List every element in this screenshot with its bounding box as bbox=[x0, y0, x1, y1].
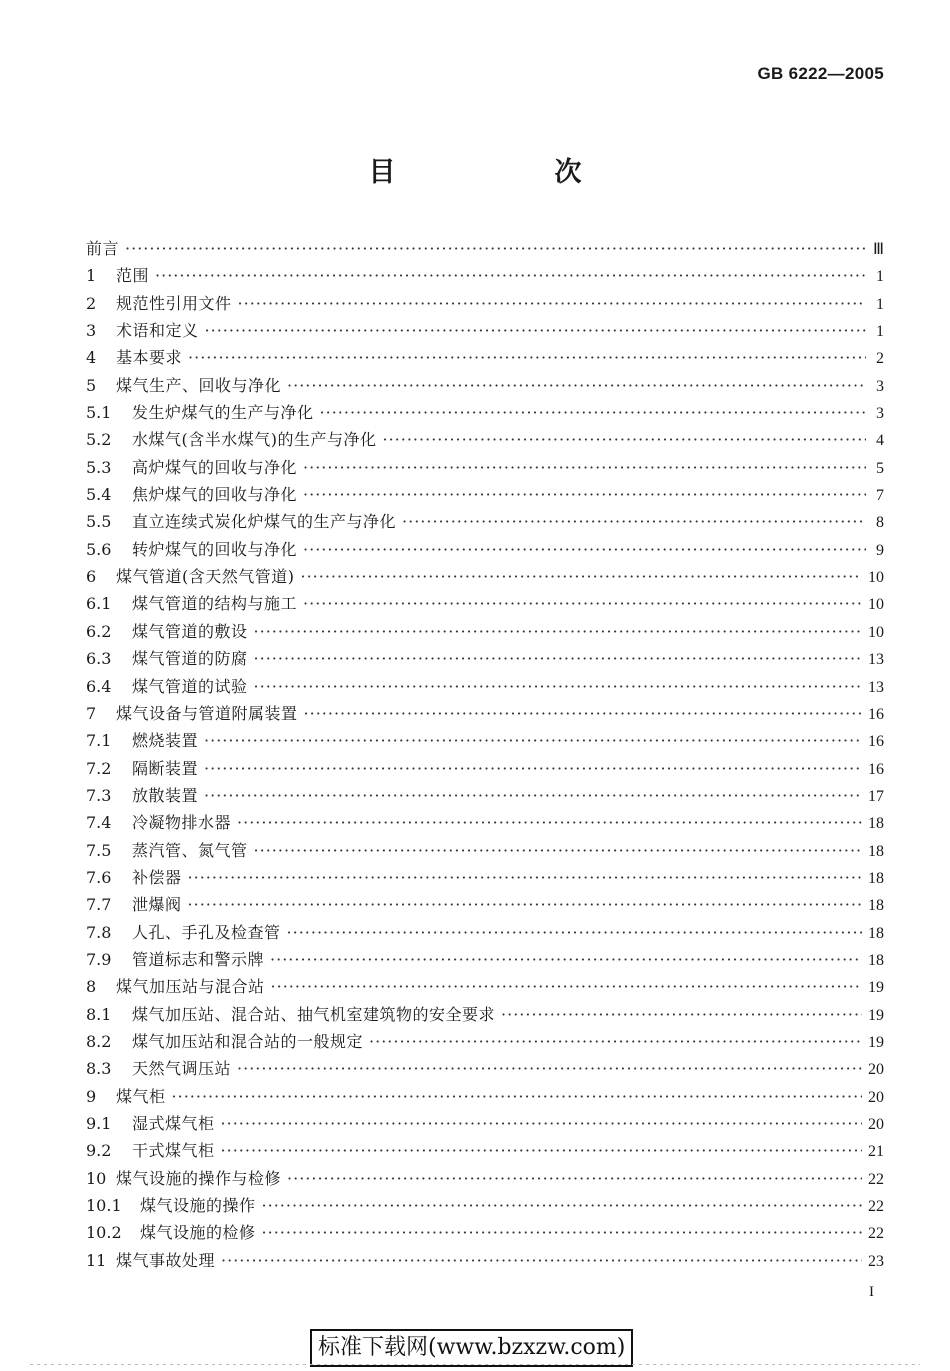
toc-entry-label: 燃烧装置 bbox=[132, 731, 199, 751]
toc-entry[interactable] bbox=[86, 318, 884, 345]
toc-entry-label: 人孔、手孔及检查管 bbox=[132, 922, 281, 942]
toc-dot-leader bbox=[188, 895, 862, 914]
toc-entry[interactable] bbox=[86, 1056, 884, 1083]
toc-entry-page: 20 bbox=[868, 1088, 884, 1106]
toc-entry[interactable] bbox=[86, 838, 884, 865]
toc-entry[interactable] bbox=[86, 427, 884, 454]
toc-entry[interactable] bbox=[86, 756, 884, 783]
toc-entry-number: 10.2 bbox=[86, 1223, 122, 1243]
toc-entry[interactable] bbox=[86, 236, 884, 263]
toc-dot-leader bbox=[402, 512, 866, 531]
toc-entry[interactable] bbox=[86, 701, 884, 728]
toc-entry-page: 17 bbox=[868, 787, 884, 805]
toc-entry-page: 21 bbox=[868, 1143, 884, 1161]
toc-entry-label: 煤气管道的敷设 bbox=[132, 621, 248, 641]
page-title: 目 次 bbox=[368, 157, 648, 188]
toc-entry[interactable] bbox=[86, 1248, 884, 1275]
toc-entry[interactable] bbox=[86, 1166, 884, 1193]
toc-entry-number: 5.6 bbox=[86, 539, 112, 559]
toc-entry-page: 19 bbox=[868, 979, 884, 997]
toc-entry-label: 前言 bbox=[86, 239, 120, 258]
toc-entry-number: 5.5 bbox=[86, 512, 112, 532]
toc-entry[interactable] bbox=[86, 1002, 884, 1029]
toc-entry-page: 8 bbox=[876, 514, 884, 532]
toc-entry-label: 术语和定义 bbox=[116, 321, 199, 341]
toc-entry-page: 20 bbox=[868, 1116, 884, 1133]
toc-entry-page: 18 bbox=[868, 842, 884, 860]
toc-entry-number: 10 bbox=[86, 1168, 107, 1188]
toc-entry-page: 3 bbox=[876, 377, 884, 395]
toc-entry-number: 11 bbox=[86, 1250, 107, 1270]
toc-entry-page: 19 bbox=[868, 1033, 884, 1051]
toc-entry-label: 高炉煤气的回收与净化 bbox=[132, 457, 298, 477]
toc-entry-page: 18 bbox=[868, 815, 884, 833]
table-of-contents bbox=[86, 236, 884, 1275]
toc-dot-leader bbox=[238, 294, 866, 313]
toc-entry-number: 10.1 bbox=[86, 1196, 122, 1216]
toc-entry-page: 9 bbox=[876, 541, 884, 559]
toc-entry-label: 煤气事故处理 bbox=[116, 1250, 216, 1270]
toc-entry-page: 10 bbox=[868, 569, 884, 587]
toc-entry-number: 6 bbox=[86, 567, 97, 587]
toc-entry-label: 天然气调压站 bbox=[132, 1059, 232, 1079]
toc-entry[interactable] bbox=[86, 1138, 884, 1165]
toc-entry-number: 3 bbox=[86, 321, 97, 341]
toc-dot-leader bbox=[204, 786, 862, 805]
toc-entry-page: 18 bbox=[868, 924, 884, 942]
toc-dot-leader bbox=[262, 1196, 862, 1215]
toc-dot-leader bbox=[155, 266, 866, 285]
toc-dot-leader bbox=[172, 1087, 862, 1106]
toc-entry[interactable] bbox=[86, 291, 884, 318]
toc-entry-label: 煤气管道的试验 bbox=[132, 676, 248, 696]
toc-dot-leader bbox=[221, 1141, 862, 1160]
scan-artifact-line bbox=[30, 1364, 920, 1365]
toc-entry-label: 煤气设施的操作与检修 bbox=[116, 1168, 282, 1188]
toc-entry-label: 煤气加压站、混合站、抽气机室建筑物的安全要求 bbox=[132, 1004, 496, 1024]
toc-dot-leader bbox=[204, 731, 862, 750]
toc-dot-leader bbox=[254, 677, 862, 696]
toc-entry-page: 18 bbox=[868, 869, 884, 887]
toc-entry[interactable] bbox=[86, 920, 884, 947]
toc-dot-leader bbox=[270, 950, 862, 969]
toc-entry-label: 煤气设施的检修 bbox=[140, 1223, 256, 1243]
toc-entry-label: 煤气设施的操作 bbox=[140, 1196, 256, 1216]
toc-entry-page: 3 bbox=[876, 405, 884, 423]
toc-entry-label: 放散装置 bbox=[132, 785, 199, 805]
toc-entry[interactable] bbox=[86, 400, 884, 427]
toc-entry[interactable] bbox=[86, 1193, 884, 1220]
toc-entry-number: 6.3 bbox=[86, 649, 112, 669]
standard-code: GB 6222—2005 bbox=[757, 64, 884, 83]
toc-entry[interactable] bbox=[86, 345, 884, 372]
toc-dot-leader bbox=[501, 1005, 862, 1024]
toc-dot-leader bbox=[287, 1169, 862, 1188]
toc-entry[interactable] bbox=[86, 373, 884, 400]
toc-entry-number: 5.2 bbox=[86, 430, 112, 450]
toc-entry-label: 煤气管道(含天然气管道) bbox=[116, 567, 295, 587]
toc-entry[interactable] bbox=[86, 482, 884, 509]
toc-entry-label: 湿式煤气柜 bbox=[132, 1114, 215, 1133]
toc-entry-label: 基本要求 bbox=[116, 348, 183, 368]
toc-dot-leader bbox=[254, 841, 862, 860]
toc-dot-leader bbox=[237, 813, 862, 832]
toc-entry[interactable] bbox=[86, 619, 884, 646]
toc-entry-number: 6.4 bbox=[86, 676, 112, 696]
toc-entry-number: 7.4 bbox=[86, 813, 112, 833]
toc-entry[interactable] bbox=[86, 974, 884, 1001]
toc-dot-leader bbox=[301, 567, 863, 586]
toc-entry-number: 6.1 bbox=[86, 594, 112, 614]
toc-entry-page: Ⅲ bbox=[872, 241, 884, 258]
toc-dot-leader bbox=[221, 1114, 862, 1133]
toc-entry-label: 隔断装置 bbox=[132, 758, 199, 778]
toc-entry[interactable] bbox=[86, 537, 884, 564]
toc-entry[interactable] bbox=[86, 810, 884, 837]
toc-entry[interactable] bbox=[86, 865, 884, 892]
toc-entry-label: 煤气柜 bbox=[116, 1086, 166, 1106]
toc-entry-number: 7.9 bbox=[86, 949, 112, 969]
toc-dot-leader bbox=[204, 759, 862, 778]
toc-entry-number: 7.7 bbox=[86, 895, 112, 915]
toc-entry[interactable] bbox=[86, 674, 884, 701]
toc-entry-number: 7.8 bbox=[86, 922, 112, 942]
toc-entry-number: 2 bbox=[86, 293, 97, 313]
toc-dot-leader bbox=[287, 923, 862, 942]
toc-entry[interactable] bbox=[86, 1084, 884, 1111]
toc-dot-leader bbox=[303, 458, 866, 477]
toc-entry-number: 7.5 bbox=[86, 840, 112, 860]
toc-entry-number: 7.6 bbox=[86, 867, 112, 887]
toc-entry[interactable] bbox=[86, 263, 884, 290]
toc-entry-number: 5.4 bbox=[86, 485, 112, 505]
toc-entry-page: 23 bbox=[868, 1252, 884, 1270]
toc-dot-leader bbox=[262, 1223, 862, 1242]
toc-entry-number: 9.2 bbox=[86, 1141, 112, 1161]
toc-entry-page: 20 bbox=[868, 1061, 884, 1079]
toc-entry-page: 19 bbox=[868, 1006, 884, 1024]
toc-entry-page: 22 bbox=[868, 1170, 884, 1188]
toc-entry-label: 煤气加压站与混合站 bbox=[116, 977, 265, 997]
toc-entry-label: 发生炉煤气的生产与净化 bbox=[132, 403, 314, 423]
toc-entry[interactable] bbox=[86, 455, 884, 482]
toc-entry-number: 5 bbox=[86, 375, 97, 395]
toc-dot-leader bbox=[271, 977, 862, 996]
toc-entry-label: 转炉煤气的回收与净化 bbox=[132, 539, 298, 559]
toc-entry-page: 16 bbox=[868, 705, 884, 723]
toc-entry-label: 煤气加压站和混合站的一般规定 bbox=[132, 1031, 364, 1051]
toc-dot-leader bbox=[188, 868, 862, 887]
toc-entry[interactable] bbox=[86, 728, 884, 755]
toc-entry-label: 水煤气(含半水煤气)的生产与净化 bbox=[132, 430, 377, 450]
toc-entry-number: 7.2 bbox=[86, 758, 112, 778]
toc-entry-page: 22 bbox=[868, 1198, 884, 1216]
toc-entry-label: 范围 bbox=[116, 266, 150, 286]
toc-dot-leader bbox=[205, 321, 866, 340]
page-number: I bbox=[869, 1284, 874, 1300]
toc-entry-label: 焦炉煤气的回收与净化 bbox=[132, 485, 298, 505]
toc-dot-leader bbox=[369, 1032, 862, 1051]
toc-entry-number: 5.3 bbox=[86, 457, 112, 477]
toc-entry-label: 补偿器 bbox=[132, 867, 182, 887]
toc-dot-leader bbox=[188, 348, 866, 367]
toc-entry-label: 冷凝物排水器 bbox=[132, 813, 232, 833]
toc-entry-page: 1 bbox=[876, 268, 884, 286]
toc-entry-page: 16 bbox=[868, 733, 884, 751]
toc-entry-number: 1 bbox=[86, 266, 97, 286]
toc-dot-leader bbox=[254, 649, 862, 668]
toc-entry-number: 6.2 bbox=[86, 621, 112, 641]
toc-entry[interactable] bbox=[86, 1111, 884, 1138]
toc-dot-leader bbox=[303, 594, 862, 613]
toc-entry-page: 10 bbox=[868, 596, 884, 614]
toc-entry-number: 8.2 bbox=[86, 1031, 112, 1051]
toc-entry-label: 煤气管道的结构与施工 bbox=[132, 594, 298, 614]
toc-entry-label: 泄爆阀 bbox=[132, 895, 182, 915]
toc-dot-leader bbox=[254, 622, 862, 641]
toc-entry-page: 18 bbox=[868, 951, 884, 969]
site-watermark: 标准下载网(www.bzxzw.com) bbox=[310, 1329, 633, 1367]
toc-entry[interactable] bbox=[86, 646, 884, 673]
toc-entry-number: 9 bbox=[86, 1086, 97, 1106]
toc-entry-label: 管道标志和警示牌 bbox=[132, 949, 265, 969]
toc-dot-leader bbox=[237, 1059, 862, 1078]
toc-entry[interactable] bbox=[86, 1220, 884, 1247]
toc-dot-leader bbox=[287, 376, 866, 395]
toc-entry[interactable] bbox=[86, 1029, 884, 1056]
toc-entry-number: 7.3 bbox=[86, 785, 112, 805]
toc-entry-number: 8.3 bbox=[86, 1059, 112, 1079]
toc-dot-leader bbox=[304, 704, 862, 723]
toc-entry[interactable] bbox=[86, 783, 884, 810]
toc-entry-page: 4 bbox=[876, 432, 884, 450]
toc-entry-number: 8.1 bbox=[86, 1004, 112, 1024]
toc-entry[interactable] bbox=[86, 947, 884, 974]
toc-entry-number: 7.1 bbox=[86, 731, 112, 751]
toc-entry-page: 13 bbox=[868, 651, 884, 669]
toc-dot-leader bbox=[320, 403, 866, 422]
toc-entry[interactable] bbox=[86, 564, 884, 591]
toc-entry-page: 2 bbox=[876, 350, 884, 368]
toc-entry-page: 1 bbox=[876, 323, 884, 341]
toc-entry[interactable] bbox=[86, 892, 884, 919]
toc-entry-page: 5 bbox=[876, 459, 884, 477]
toc-entry-page: 13 bbox=[868, 678, 884, 696]
toc-entry-label: 煤气设备与管道附属装置 bbox=[116, 703, 298, 723]
toc-entry-number: 9.1 bbox=[86, 1114, 112, 1133]
toc-entry-number: 5.1 bbox=[86, 403, 112, 423]
toc-entry-page: 10 bbox=[868, 623, 884, 641]
toc-entry-label: 煤气生产、回收与净化 bbox=[116, 375, 282, 395]
toc-dot-leader bbox=[303, 540, 866, 559]
toc-entry-page: 22 bbox=[868, 1225, 884, 1243]
toc-entry[interactable] bbox=[86, 591, 884, 618]
toc-entry-number: 7 bbox=[86, 703, 97, 723]
toc-dot-leader bbox=[383, 430, 867, 449]
toc-entry-label: 直立连续式炭化炉煤气的生产与净化 bbox=[132, 512, 397, 532]
toc-entry-page: 1 bbox=[876, 295, 884, 313]
toc-entry-label: 蒸汽管、氮气管 bbox=[132, 840, 248, 860]
toc-dot-leader bbox=[221, 1251, 862, 1270]
toc-entry-page: 7 bbox=[876, 487, 884, 505]
toc-entry-label: 煤气管道的防腐 bbox=[132, 649, 248, 669]
toc-entry[interactable] bbox=[86, 509, 884, 536]
toc-entry-page: 16 bbox=[868, 760, 884, 778]
toc-dot-leader bbox=[125, 239, 866, 258]
toc-entry-number: 4 bbox=[86, 348, 97, 368]
toc-dot-leader bbox=[303, 485, 866, 504]
toc-entry-number: 8 bbox=[86, 977, 97, 997]
toc-entry-label: 规范性引用文件 bbox=[116, 293, 232, 313]
toc-entry-page: 18 bbox=[868, 897, 884, 915]
toc-entry-label: 干式煤气柜 bbox=[132, 1141, 215, 1161]
